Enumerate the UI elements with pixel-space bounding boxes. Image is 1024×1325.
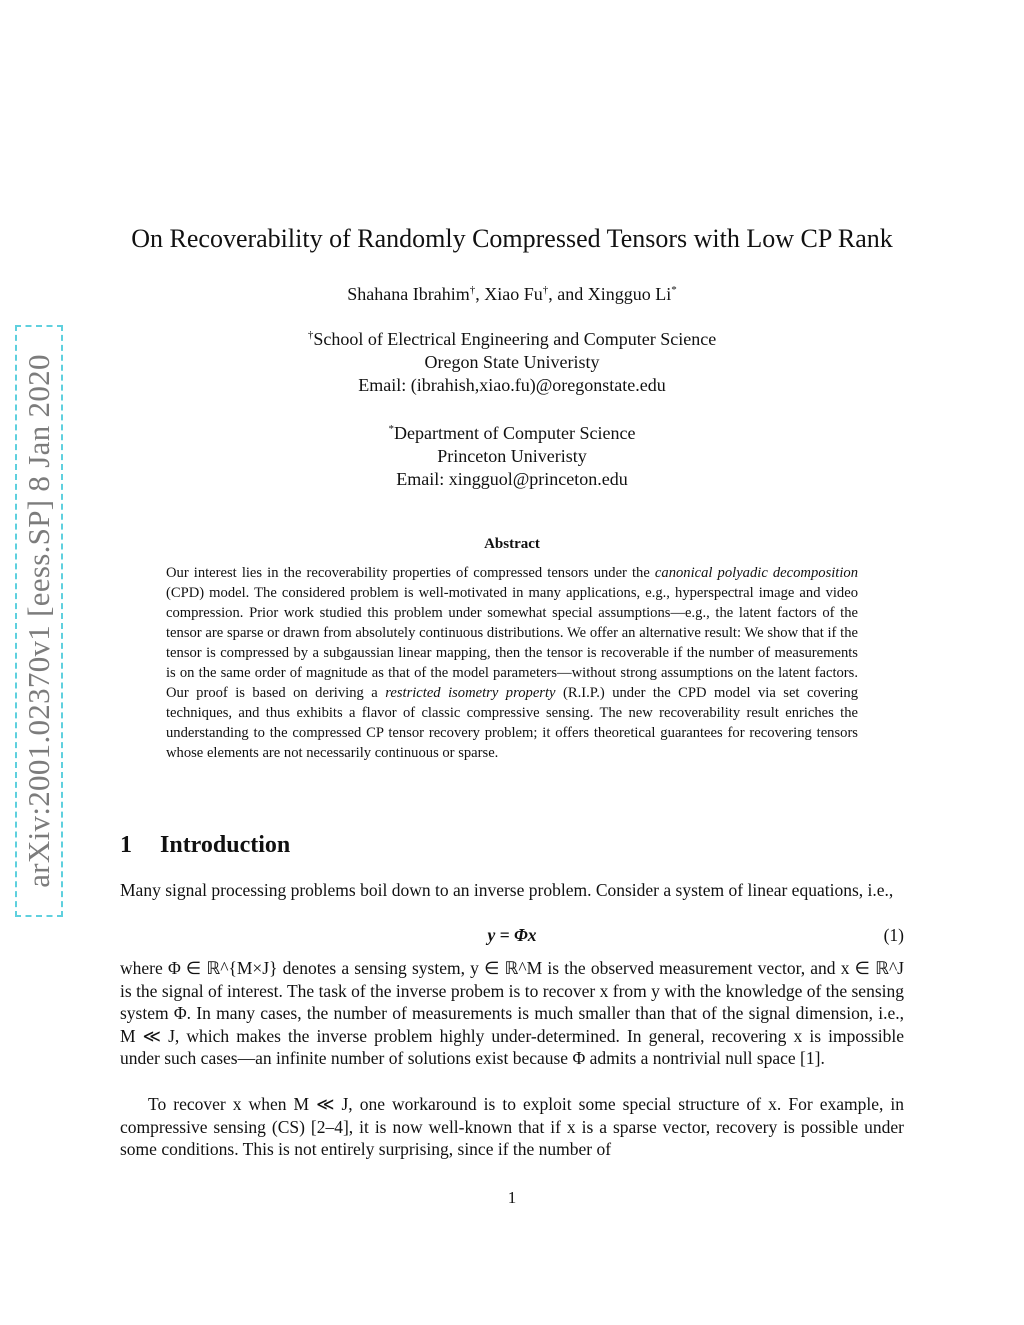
affiliation-1-email[interactable]: Email: (ibrahish,xiao.fu)@oregonstate.edu (358, 375, 666, 395)
author-separator: , (475, 284, 485, 304)
author-2-mark: † (542, 284, 549, 296)
paragraph-3 (120, 1093, 904, 1161)
section-title: Introduction (160, 832, 291, 858)
equation-expression: y = Φx (487, 925, 537, 945)
paragraph-text: where Φ ∈ ℝ^{M×J} denotes a sensing system, y ∈ ℝ^M is the observed measurement vector, and x ∈ ℝ^J is the signal of interest. The task of the inverse probem is to recover x from y with the knowledge of the sensing system Φ. In many cases, the number of measurements is much smaller than that of the signal dimension, i.e., M ≪ J, which makes the inverse problem highly under-determined. In general, recovering x is impossible under such cases—an infinite number of solutions exist because Φ admits a nontrivial null space [1]. (120, 958, 904, 1068)
abstract-text: Our interest lies in the recoverability properties of compressed tensors under the (166, 565, 655, 581)
affiliation-1-institution: Oregon State Univeristy (424, 352, 600, 372)
abstract-body (166, 563, 858, 763)
affiliation-1-mark: † (307, 329, 314, 341)
author-2: Xiao Fu (484, 284, 543, 304)
abstract-text: (R.I.P.) under the CPD model via set covering techniques, and thus exhibits a flavor of classic compressive sensing. The new recoverability result enriches the understanding to the compressed CP tensor recovery problem; it offers theoretical guarantees for recovering tensors whose elements are not necessarily continuous or sparse. (166, 685, 858, 761)
author-1-mark: † (469, 284, 476, 296)
paragraph-text: Many signal processing problems boil down to an inverse problem. Consider a system of linear equations, i.e., (120, 880, 894, 900)
paragraph-1 (120, 879, 904, 902)
abstract-heading: Abstract (484, 536, 540, 552)
equation-number: (1) (883, 925, 904, 945)
affiliation-2 (120, 422, 904, 491)
section-number: 1 (120, 832, 132, 858)
paper-title: On Recoverability of Randomly Compressed Tensors with Low CP Rank (131, 224, 893, 253)
affiliation-2-email[interactable]: Email: xingguol@princeton.edu (396, 469, 628, 489)
affiliation-2-dept: Department of Computer Science (394, 423, 636, 443)
affiliation-1-dept: School of Electrical Engineering and Computer Science (313, 329, 717, 349)
author-list (120, 284, 904, 305)
equation-1 (120, 925, 904, 946)
affiliation-2-institution: Princeton Univeristy (437, 446, 587, 466)
affiliation-1 (120, 328, 904, 397)
paragraph-2 (120, 957, 904, 1070)
author-3-mark: * (671, 284, 677, 296)
abstract-emphasis: canonical polyadic decomposition (654, 565, 859, 581)
arxiv-sidebar-stamp (15, 325, 63, 917)
abstract-emphasis: restricted isometry property (385, 685, 556, 701)
section-heading (120, 832, 290, 859)
author-3: Xingguo Li (587, 284, 672, 304)
paragraph-text: To recover x when M ≪ J, one workaround is to exploit some special structure of x. For example, in compressive sensing (CS) [2–4], it is now well-known that if x is a sparse vector, recovery is possible under some conditions. This is not entirely surprising, since if the number of (120, 1094, 904, 1159)
author-separator: , and (548, 284, 588, 304)
affiliation-2-mark: * (388, 423, 395, 435)
page-number: 1 (507, 1188, 517, 1207)
abstract-text: (CPD) model. The considered problem is well-motivated in many applications, e.g., hyperspectral image and video compression. Prior work studied this problem under somewhat special assumptions—e.g., the latent factors of the tensor are sparse or drawn from absolutely continuous distributions. We offer an alternative result: We show that if the tensor is compressed by a subgaussian linear mapping, then the tensor is recoverable if the number of measurements is on the same order of magnitude as that of the model parameters—without strong assumptions on the latent factors. Our proof is based on deriving a (166, 585, 858, 701)
author-1: Shahana Ibrahim (347, 284, 470, 304)
arxiv-identifier[interactable]: arXiv:2001.02370v1 [eess.SP] 8 Jan 2020 (21, 354, 56, 888)
